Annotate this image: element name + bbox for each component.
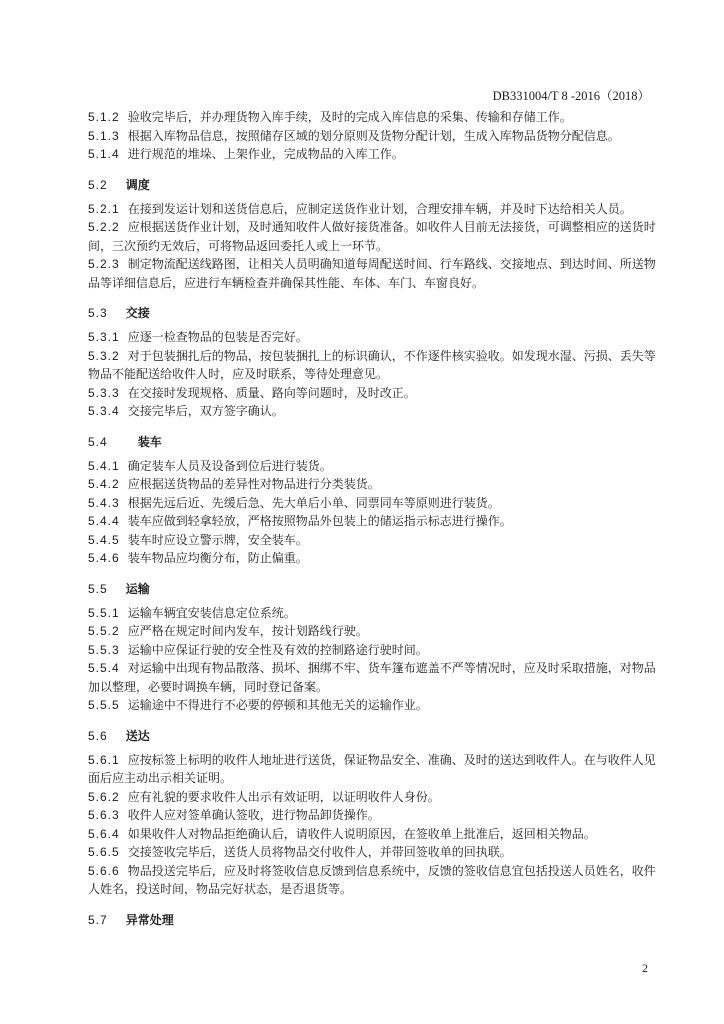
clause-number: 5.4.6 — [88, 551, 120, 565]
clause-text: 在接到发运计划和送货信息后，应制定送货作业计划，合理安排车辆，并及时下达给相关人员。 — [127, 201, 632, 216]
clause-text: 物品投送完毕后，应及时将签收信息反馈到信息系统中，反馈的签收信息宜包括投送人员姓名，收件人姓名，投送时间，物品完好状态，是否退货等。 — [88, 863, 656, 896]
section-heading-5-2 — [88, 176, 663, 194]
clause-text: 装车物品应均衡分布，防止偏重。 — [127, 551, 308, 565]
clause-number: 5.6.2 — [88, 789, 120, 804]
clause-text: 应逐一检查物品的包装是否完好。 — [127, 330, 308, 344]
clause-5-4-5 — [88, 531, 663, 550]
clause-number: 5.5.4 — [88, 661, 120, 675]
clause-number: 5.3.3 — [88, 385, 120, 400]
section-title: 装车 — [137, 434, 162, 449]
clause-text: 制定物流配送线路图，让相关人员明确知道每周配送时间、行车路线、交接地点、到达时间、所送物品等详细信息后，应进行车辆检查并确保其性能、车体、车门、车窗良好。 — [88, 257, 656, 290]
clause-number: 5.6.5 — [88, 845, 120, 859]
clause-5-6-6 — [88, 862, 663, 899]
clause-5-2-1 — [88, 200, 663, 219]
clause-number: 5.4.4 — [88, 514, 120, 528]
clause-5-1-4 — [88, 145, 663, 164]
clause-5-4-6 — [88, 549, 663, 568]
clause-5-5-2 — [88, 622, 663, 641]
clause-number: 5.3.4 — [88, 404, 120, 418]
clause-number: 5.2.3 — [88, 257, 120, 271]
clause-5-6-5 — [88, 843, 663, 862]
clause-text: 装车时应设立警示牌，安全装车。 — [127, 532, 308, 547]
clause-number: 5.5.5 — [88, 698, 120, 712]
clause-5-2-2 — [88, 218, 663, 255]
clause-text: 进行规范的堆垛、上架作业，完成物品的入库工作。 — [127, 147, 404, 161]
clause-number: 5.4.1 — [88, 458, 120, 473]
clause-5-6-4 — [88, 825, 663, 844]
clause-text: 确定装车人员及设备到位后进行装货。 — [127, 458, 332, 473]
clause-number: 5.3.1 — [88, 330, 120, 344]
clause-text: 运输中应保证行驶的安全性及有效的控制路途行驶时间。 — [127, 642, 428, 657]
section-number: 5.5 — [88, 581, 108, 596]
clause-text: 交接完毕后，双方签字确认。 — [127, 404, 284, 418]
clause-5-6-1 — [88, 751, 663, 788]
clause-5-4-4 — [88, 512, 663, 531]
clause-number: 5.6.4 — [88, 826, 120, 841]
clause-5-3-3 — [88, 384, 663, 403]
clause-number: 5.2.2 — [88, 220, 120, 234]
clause-number: 5.4.2 — [88, 477, 120, 491]
section-number: 5.2 — [88, 177, 108, 192]
clause-5-5-1 — [88, 604, 663, 623]
section-title: 交接 — [125, 306, 150, 320]
clause-text: 应有礼貌的要求收件人出示有效证明，以证明收件人身份。 — [127, 789, 440, 804]
clause-text: 根据入库物品信息，按照储存区域的划分原则及货物分配计划，生成入库物品货物分配信息。 — [127, 128, 620, 143]
clause-text: 如果收件人对物品拒绝确认后，请收件人说明原因，在签收单上批准后，返回相关物品。 — [127, 826, 596, 841]
clause-number: 5.6.3 — [88, 808, 120, 822]
clause-number: 5.1.3 — [88, 128, 120, 143]
section-number: 5.4 — [88, 434, 108, 449]
section-title: 送达 — [125, 728, 150, 743]
clause-5-4-1 — [88, 457, 663, 476]
clause-text: 在交接时发现规格、质量、路向等问题时，及时改正。 — [127, 385, 416, 400]
document-code-header: DB331004/T 8 -2016（2018） — [492, 89, 650, 103]
clause-5-6-2 — [88, 788, 663, 807]
clause-5-2-3 — [88, 255, 663, 292]
clause-number: 5.3.2 — [88, 348, 120, 363]
page-number: 2 — [642, 961, 648, 975]
clause-5-1-3 — [88, 127, 663, 146]
section-heading-5-7 — [88, 911, 663, 929]
clause-text: 根据先远后近、先缓后急、先大单后小单、同票同车等原则进行装货。 — [127, 495, 500, 510]
clause-text: 对于包装捆扎后的物品，按包装捆扎上的标识确认，不作逐件核实验收。如发现水湿、污损、丢失等物品不能配送给收件人时，应及时联系，等待处理意见。 — [88, 348, 656, 381]
clause-5-1-2 — [88, 108, 663, 127]
clause-text: 应根据送货物品的差异性对物品进行分类装货。 — [127, 477, 380, 491]
clause-number: 5.4.3 — [88, 495, 120, 510]
clause-text: 对运输中出现有物品散落、损坏、捆绑不牢、货车篷布遮盖不严等情况时，应及时采取措施，对物品加以整理，必要时调换车辆，同时登记备案。 — [88, 661, 656, 694]
clause-5-3-4 — [88, 402, 663, 421]
document-body — [88, 108, 663, 935]
clause-number: 5.6.6 — [88, 863, 120, 878]
clause-text: 运输途中不得进行不必要的停顿和其他无关的运输作业。 — [127, 698, 428, 712]
section-heading-5-4 — [88, 433, 663, 451]
clause-number: 5.1.2 — [88, 110, 120, 124]
section-title: 运输 — [125, 581, 150, 596]
clause-5-5-3 — [88, 641, 663, 660]
clause-text: 应按标签上标明的收件人地址进行送货，保证物品安全、准确、及时的送达到收件人。在与收件人见面后应主动出示相关证明。 — [88, 752, 656, 785]
clause-text: 运输车辆宜安装信息定位系统。 — [127, 605, 296, 620]
clause-5-5-4 — [88, 659, 663, 696]
clause-number: 5.6.1 — [88, 752, 120, 767]
clause-number: 5.5.3 — [88, 642, 120, 657]
clause-text: 装车应做到轻拿轻放，严格按照物品外包装上的储运指示标志进行操作。 — [127, 514, 512, 528]
clause-number: 5.5.2 — [88, 624, 120, 638]
clause-number: 5.4.5 — [88, 532, 120, 547]
clause-number: 5.5.1 — [88, 605, 120, 620]
clause-5-3-1 — [88, 328, 663, 347]
clause-text: 交接签收完毕后，送货人员将物品交付收件人，并带回签收单的回执联。 — [127, 845, 512, 859]
clause-text: 验收完毕后，并办理货物入库手续，及时的完成入库信息的采集、传输和存储工作。 — [127, 110, 572, 124]
clause-5-4-3 — [88, 494, 663, 513]
clause-number: 5.2.1 — [88, 201, 120, 216]
clause-text: 应根据送货作业计划，及时通知收件人做好接货准备。如收件人目前无法接货，可调整相应的送货时间，三次预约无效后，可将物品返回委托人或上一环节。 — [88, 220, 656, 253]
section-number: 5.6 — [88, 728, 108, 743]
section-title: 调度 — [125, 177, 150, 192]
clause-number: 5.1.4 — [88, 147, 120, 161]
clause-5-4-2 — [88, 475, 663, 494]
section-heading-5-6 — [88, 727, 663, 745]
section-number: 5.7 — [88, 912, 108, 927]
clause-5-5-5 — [88, 696, 663, 715]
clause-text: 应严格在规定时间内发车，按计划路线行驶。 — [127, 624, 368, 638]
section-heading-5-3 — [88, 304, 663, 322]
clause-5-3-2 — [88, 347, 663, 384]
clause-5-6-3 — [88, 806, 663, 825]
section-heading-5-5 — [88, 580, 663, 598]
section-number: 5.3 — [88, 306, 108, 320]
section-title: 异常处理 — [125, 912, 174, 927]
clause-text: 收件人应对签单确认签收，进行物品卸货操作。 — [127, 808, 380, 822]
